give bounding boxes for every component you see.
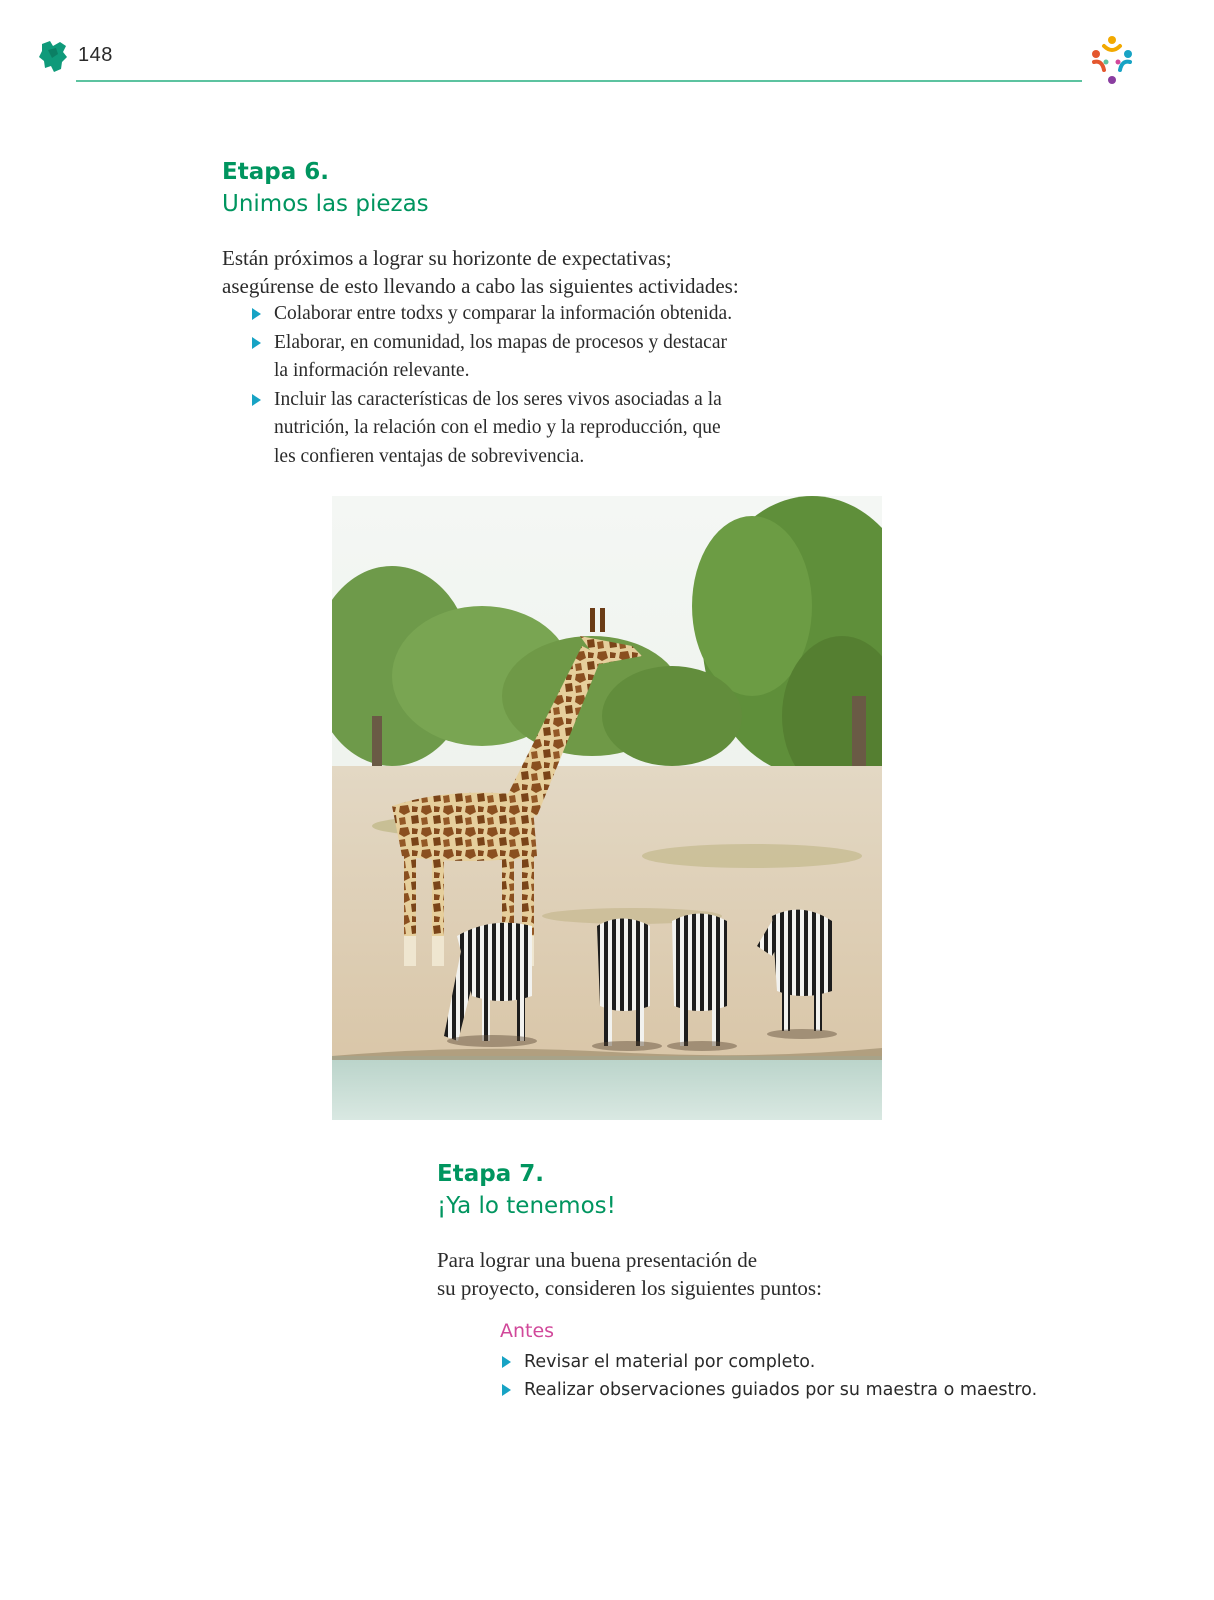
bullet-text: Realizar observaciones guiados por su maestra o maestro. <box>524 1380 1038 1400</box>
stage7-label: Etapa 7. <box>437 1161 544 1187</box>
list-item <box>250 300 732 329</box>
list-item <box>500 1348 1037 1376</box>
triangle-bullet-icon <box>252 308 261 320</box>
green-map-icon <box>36 38 70 74</box>
community-logo <box>1084 32 1140 88</box>
stage6-label: Etapa 6. <box>222 159 329 185</box>
stage6-intro-line1: Están próximos a lograr su horizonte de expectativas; <box>222 246 672 270</box>
bullet-text: la información relevante. <box>274 360 470 381</box>
list-item <box>500 1376 1037 1404</box>
stage6-heading <box>222 156 429 220</box>
bullet-text: les confieren ventajas de sobrevivencia. <box>274 445 585 467</box>
antes-label: Antes <box>500 1320 555 1342</box>
stage6-bullet-list <box>250 300 732 471</box>
giraffe-zebras-photo <box>332 496 882 1120</box>
stage7-intro-line1: Para lograr una buena presentación de <box>437 1248 758 1272</box>
stage6-title: Unimos las piezas <box>222 191 429 217</box>
stage7-heading <box>437 1158 616 1222</box>
header-rule <box>76 80 1082 82</box>
page-number: 148 <box>78 44 113 66</box>
stage7-intro <box>437 1246 822 1302</box>
bullet-text: Elaborar, en comunidad, los mapas de procesos y destacar <box>274 331 727 353</box>
bullet-text: Colaborar entre todxs y comparar la información obtenida. <box>274 303 733 324</box>
stage7-bullet-list <box>500 1348 1037 1404</box>
bullet-text: nutrición, la relación con el medio y la reproducción, que <box>274 417 721 438</box>
triangle-bullet-icon <box>252 337 261 349</box>
triangle-bullet-icon <box>502 1356 511 1368</box>
bullet-text: Incluir las características de los seres vivos asociadas a la <box>274 388 722 410</box>
triangle-bullet-icon <box>502 1384 511 1396</box>
stage7-title: ¡Ya lo tenemos! <box>437 1193 616 1219</box>
list-item <box>250 386 732 472</box>
bullet-text: Revisar el material por completo. <box>524 1352 816 1372</box>
stage6-intro <box>222 244 739 300</box>
stage7-intro-line2: su proyecto, consideren los siguientes puntos: <box>437 1276 822 1300</box>
stage6-intro-line2: asegúrense de esto llevando a cabo las siguientes actividades: <box>222 274 739 298</box>
list-item <box>250 329 732 386</box>
triangle-bullet-icon <box>252 394 261 406</box>
